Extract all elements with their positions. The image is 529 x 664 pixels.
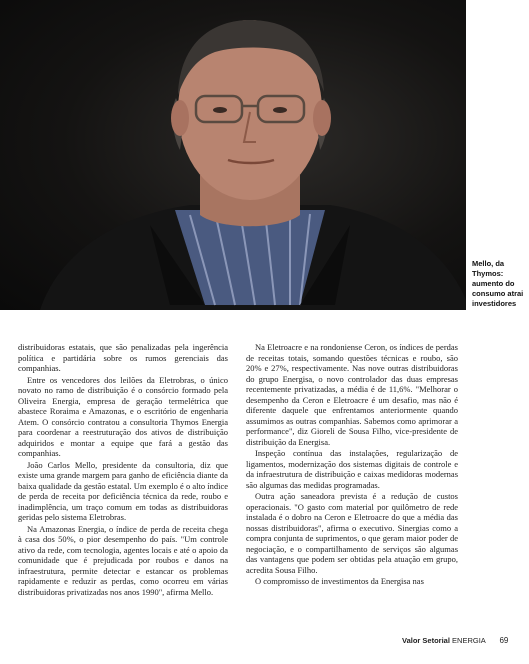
caption-line: consumo atrai <box>472 289 524 298</box>
article-column-right <box>246 342 458 587</box>
article-paragraph: Na Amazonas Energia, o índice de perda de receita chega à casa dos 50%, o pior desempenho do país. "Um controle ativo da rede, com tecnologia, agentes locais e até o apoio da comunidade que é prejudicada por roubos e danos na infraestrutura, permite detectar e estancar os problemas rapidamente e reduzir as perdas, como ocorreu em várias distribuidoras privatizadas nos anos 1990", afirma Mello. <box>18 523 228 597</box>
page-footer <box>402 636 508 645</box>
caption-line: Thymos: <box>472 269 504 278</box>
section-name: ENERGIA <box>452 636 486 645</box>
article-column-left <box>18 342 228 597</box>
article-paragraph: O compromisso de investimentos da Energisa nas <box>255 576 424 586</box>
article-paragraph: Entre os vencedores dos leilões da Eletrobras, o único novato no ramo de distribuição é o consórcio formado pela Oliveira Energia, empresa de geração termelétrica que abastece Roraima e Amazonas, e o escritório de engenharia Atem. O consórcio contratou a consultoria Thymos Energia para coordenar a reestruturação dos ativos de distribuição adquiridos e montar a equipe que fará a gestão das companhias. <box>18 374 228 458</box>
article-paragraph: Na Eletroacre e na rondoniense Ceron, os índices de perdas de receitas totais, somando questões técnicas e roubo, são 20% e 27%, respectivamente. Nas nove outras distribuidoras do grupo Energisa, o novo controlador das duas empresas recentemente privatizadas, a média é de 11,6%. "Melhorar o desempenho da Ceron e Eletroacre é um desafio, mas não é diferente daquele que enfrentamos anteriormente quando assumimos as outras companhias. Sabemos como aprimorar a performance", diz Gioreli de Sousa Filho, vice-presidente de distribuição da Energisa. <box>246 342 458 447</box>
caption-line: Mello, da <box>472 259 505 268</box>
page-number: 69 <box>499 636 509 645</box>
article-paragraph: distribuidoras estatais, que são penalizadas pela ingerência política e partidária sobre os rumos gerenciais das companhias. <box>18 342 228 373</box>
article-paragraph: João Carlos Mello, presidente da consultoria, diz que existe uma grande margem para ganho de eficiência diante da baixa qualidade da gestão estatal. Um exemplo é o alto índice de perda de receita por deficiência técnica da rede, roubo e inadimplência, um traço comum em todas as distribuidoras geridas pelo sistema Eletrobras. <box>18 459 228 522</box>
portrait-photo <box>0 0 466 310</box>
article-paragraph: Inspeção contínua das instalações, regularização de ligamentos, modernização dos sistemas digitais de controle e da infraestrutura de distribuição e caixas medidoras modernas são algumas das medidas programadas. <box>246 448 458 490</box>
portrait-illustration <box>0 0 466 310</box>
publication-name: Valor Setorial <box>402 636 450 645</box>
article-paragraph: Outra ação saneadora prevista é a redução de custos operacionais. "O gasto com material por quilômetro de rede instalada é o dobro na Ceron e Eletroacre do que a média das nossas distribuidoras", afirma o executivo. Sinergias como a compra conjunta de suprimentos, o que geram maior poder de negociação, e o compartilhamento de serviços são algumas das vantagens que podem ser obtidas pela atuação em grupo, acredita Sousa Filho. <box>246 491 458 575</box>
caption-line: aumento do <box>472 279 515 288</box>
photo-caption <box>472 259 529 309</box>
caption-line: investidores <box>472 299 517 308</box>
